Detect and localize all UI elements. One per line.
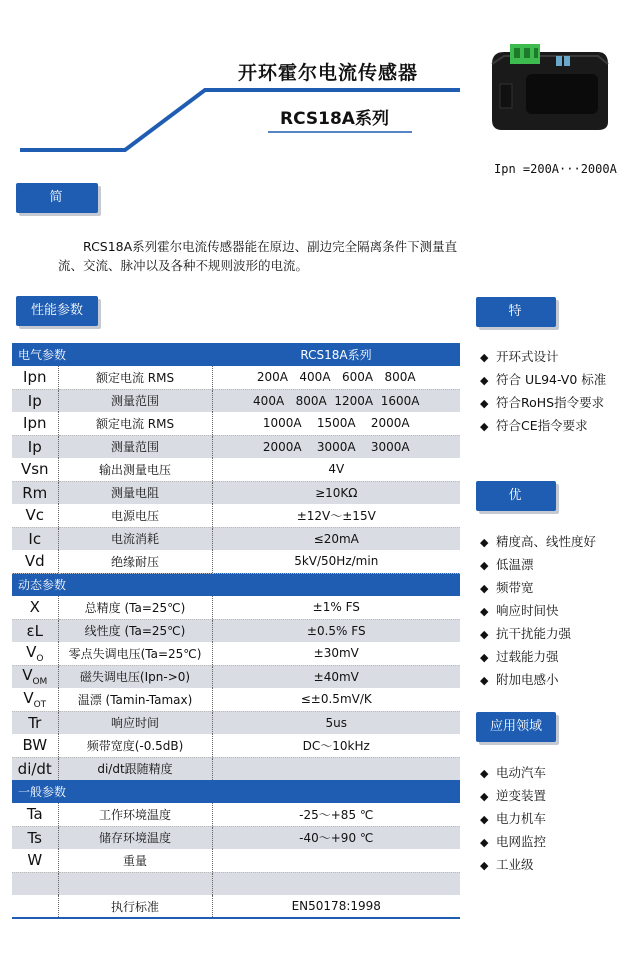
advantage-item [480,553,630,576]
spec-symbol [12,412,58,435]
spec-row [12,849,460,872]
diamond-bullet-icon: ◆ [480,397,489,410]
spec-value: 200A 400A 600A 800A [212,366,460,389]
spec-row [12,458,460,481]
advantage-item-text: 抗干扰能力强 [496,626,572,641]
current-range: Ipn =200A···2000A [494,162,617,176]
spec-symbol [12,642,58,665]
spec-symbol [12,711,58,734]
feature-item-text: 符合RoHS指令要求 [496,395,605,410]
spec-value [212,757,460,780]
spec-value: ±30mV [212,642,460,665]
application-item [480,807,630,830]
spec-symbol-text: Ipn [23,414,47,433]
sensor-product-image [486,40,612,132]
spec-row [12,803,460,826]
spec-symbol-text: Ic [28,529,42,548]
spec-row [12,826,460,849]
spec-value: 1000A 1500A 2000A [212,412,460,435]
spec-value: 400A 800A 1200A 1600A [212,389,460,412]
spec-symbol-text: V [22,666,33,685]
spec-row [12,366,460,389]
spec-row [12,550,460,573]
application-item-text: 逆变装置 [496,788,547,803]
advantage-item-text: 精度高、线性度好 [496,534,597,549]
spec-value: 4V [212,458,460,481]
spec-row [12,435,460,458]
features-list [480,345,630,437]
spec-symbol-text: Ip [27,391,42,410]
spec-symbol-text: Ta [26,805,43,824]
spec-symbol [12,550,58,573]
spec-name: 电源电压 [58,504,212,527]
application-item-text: 电力机车 [496,811,547,826]
advantage-item [480,599,630,622]
spec-symbol-text: BW [22,736,48,755]
feature-item [480,414,630,437]
spec-symbol [12,665,58,688]
spec-symbol [12,734,58,757]
spec-symbol-text: V [23,688,34,707]
spec-symbol-text: Tr [28,713,42,732]
applications-tag: 应用领域 [476,712,556,742]
feature-item-text: 符合CE指令要求 [496,418,588,433]
spec-symbol [12,481,58,504]
feature-item [480,391,630,414]
spec-name: 重量 [58,849,212,872]
intro-tag: 简介 [16,183,98,213]
advantages-list [480,530,630,691]
spec-name: 输出测量电压 [58,458,212,481]
spec-value: ±1% FS [212,596,460,619]
spec-row [12,895,460,918]
applications-list [480,761,630,876]
spec-name: 额定电流 RMS [58,366,212,389]
feature-item [480,368,630,391]
diamond-bullet-icon: ◆ [480,374,489,387]
spec-value: DC～10kHz [212,734,460,757]
spec-symbol-text: Vd [24,552,45,571]
page-title: 开环霍尔电流传感器 [238,62,419,84]
diamond-bullet-icon: ◆ [480,859,489,872]
advantage-item [480,668,630,691]
spec-name: 电流消耗 [58,527,212,550]
spec-symbol [12,849,58,872]
spec-symbol [12,504,58,527]
diamond-bullet-icon: ◆ [480,790,489,803]
spec-row [12,734,460,757]
spec-symbol [12,619,58,642]
spec-row [12,642,460,665]
spec-name: 绝缘耐压 [58,550,212,573]
spec-symbol [12,872,58,895]
spec-series-name: RCS18A系列 [212,343,460,366]
spec-value: ±40mV [212,665,460,688]
spec-row [12,711,460,734]
spec-value: -40～+90 ℃ [212,826,460,849]
spec-group-header [12,780,460,803]
spec-symbol [12,803,58,826]
spec-row [12,665,460,688]
spec-symbol [12,895,58,918]
advantage-item-text: 频带宽 [496,580,534,595]
spec-symbol-subscript: O [36,653,44,664]
diamond-bullet-icon: ◆ [480,582,489,595]
feature-item [480,345,630,368]
diamond-bullet-icon: ◆ [480,651,489,664]
spec-symbol-subscript: OT [33,699,47,710]
spec-name: 频带宽度(-0.5dB) [58,734,212,757]
spec-name: 工作环境温度 [58,803,212,826]
advantage-item [480,645,630,668]
spec-symbol-text: V [26,642,37,661]
spec-row [12,504,460,527]
spec-group-header [12,573,460,596]
spec-value: 2000A 3000A 3000A [212,435,460,458]
spec-name: 温漂 (Tamin-Tamax) [58,688,212,711]
spec-name [58,872,212,895]
advantages-tag: 优势 [476,481,556,511]
spec-row [12,389,460,412]
spec-symbol-text: εL [26,621,43,640]
spec-symbol-text: Rm [22,483,48,502]
diamond-bullet-icon: ◆ [480,559,489,572]
spec-value: EN50178:1998 [212,895,460,918]
spec-row [12,527,460,550]
spec-symbol [12,826,58,849]
spec-table [12,343,460,919]
diamond-bullet-icon: ◆ [480,767,489,780]
application-item [480,853,630,876]
spec-value: ≥10KΩ [212,481,460,504]
spec-row [12,596,460,619]
spec-row [12,872,460,895]
diamond-bullet-icon: ◆ [480,351,489,364]
diamond-bullet-icon: ◆ [480,536,489,549]
application-item [480,761,630,784]
advantage-item-text: 过载能力强 [496,649,559,664]
spec-value: 5kV/50Hz/min [212,550,460,573]
diamond-bullet-icon: ◆ [480,628,489,641]
diamond-bullet-icon: ◆ [480,420,489,433]
application-item-text: 电动汽车 [496,765,547,780]
spec-symbol [12,435,58,458]
spec-name: 测量电阻 [58,481,212,504]
intro-text: RCS18A系列霍尔电流传感器能在原边、副边完全隔离条件下测量直流、交流、脉冲以及各种不规则波形的电流。 [58,239,458,273]
spec-name: 线性度 (Ta=25℃) [58,619,212,642]
spec-symbol [12,366,58,389]
spec-value: 5us [212,711,460,734]
application-item-text: 电网监控 [496,834,547,849]
spec-name: 零点失调电压(Ta=25℃) [58,642,212,665]
spec-value: ±0.5% FS [212,619,460,642]
spec-symbol-subscript: OM [32,677,48,688]
spec-value: -25～+85 ℃ [212,803,460,826]
spec-name: 执行标准 [58,895,212,918]
spec-symbol-text: Ipn [23,368,47,387]
diamond-bullet-icon: ◆ [480,813,489,826]
spec-name: 响应时间 [58,711,212,734]
spec-name: 测量范围 [58,389,212,412]
spec-value [212,849,460,872]
spec-symbol-text: Vsn [20,460,49,479]
spec-row [12,412,460,435]
spec-symbol-text: di/dt [17,759,52,778]
spec-group-name: 电气参数 [12,343,212,366]
spec-symbol [12,389,58,412]
spec-name: 储存环境温度 [58,826,212,849]
diamond-bullet-icon: ◆ [480,605,489,618]
series-title: RCS18A系列 [280,109,389,129]
spec-symbol [12,596,58,619]
spec-value: ≤20mA [212,527,460,550]
spec-symbol-text: Ip [27,437,42,456]
spec-symbol-text: W [27,851,43,870]
spec-symbol-text: X [29,598,40,617]
spec-group-header [12,343,460,366]
feature-item-text: 开环式设计 [496,349,559,364]
advantage-item-text: 附加电感小 [496,672,559,687]
spec-symbol [12,688,58,711]
feature-item-text: 符合 UL94-V0 标准 [496,372,607,387]
spec-name: di/dt跟随精度 [58,757,212,780]
spec-symbol [12,458,58,481]
spec-name: 额定电流 RMS [58,412,212,435]
spec-value [212,872,460,895]
spec-value: ±12V～±15V [212,504,460,527]
specs-tag: 性能参数 [16,296,98,326]
advantage-item [480,622,630,645]
application-item-text: 工业级 [496,857,534,872]
advantage-item-text: 低温漂 [496,557,534,572]
spec-row [12,757,460,780]
spec-name: 测量范围 [58,435,212,458]
spec-name: 总精度 (Ta=25℃) [58,596,212,619]
spec-row [12,481,460,504]
spec-group-name: 动态参数 [12,573,460,596]
application-item [480,784,630,807]
diamond-bullet-icon: ◆ [480,836,489,849]
spec-symbol [12,527,58,550]
features-tag: 特点 [476,297,556,327]
spec-symbol-text: Ts [27,828,42,847]
spec-value: ≤±0.5mV/K [212,688,460,711]
spec-name: 磁失调电压(Ipn->0) [58,665,212,688]
spec-row [12,619,460,642]
spec-symbol-text: Vc [25,506,44,525]
advantage-item [480,530,630,553]
spec-row [12,688,460,711]
diamond-bullet-icon: ◆ [480,674,489,687]
application-item [480,830,630,853]
spec-group-name: 一般参数 [12,780,460,803]
spec-symbol [12,757,58,780]
advantage-item-text: 响应时间快 [496,603,559,618]
advantage-item [480,576,630,599]
